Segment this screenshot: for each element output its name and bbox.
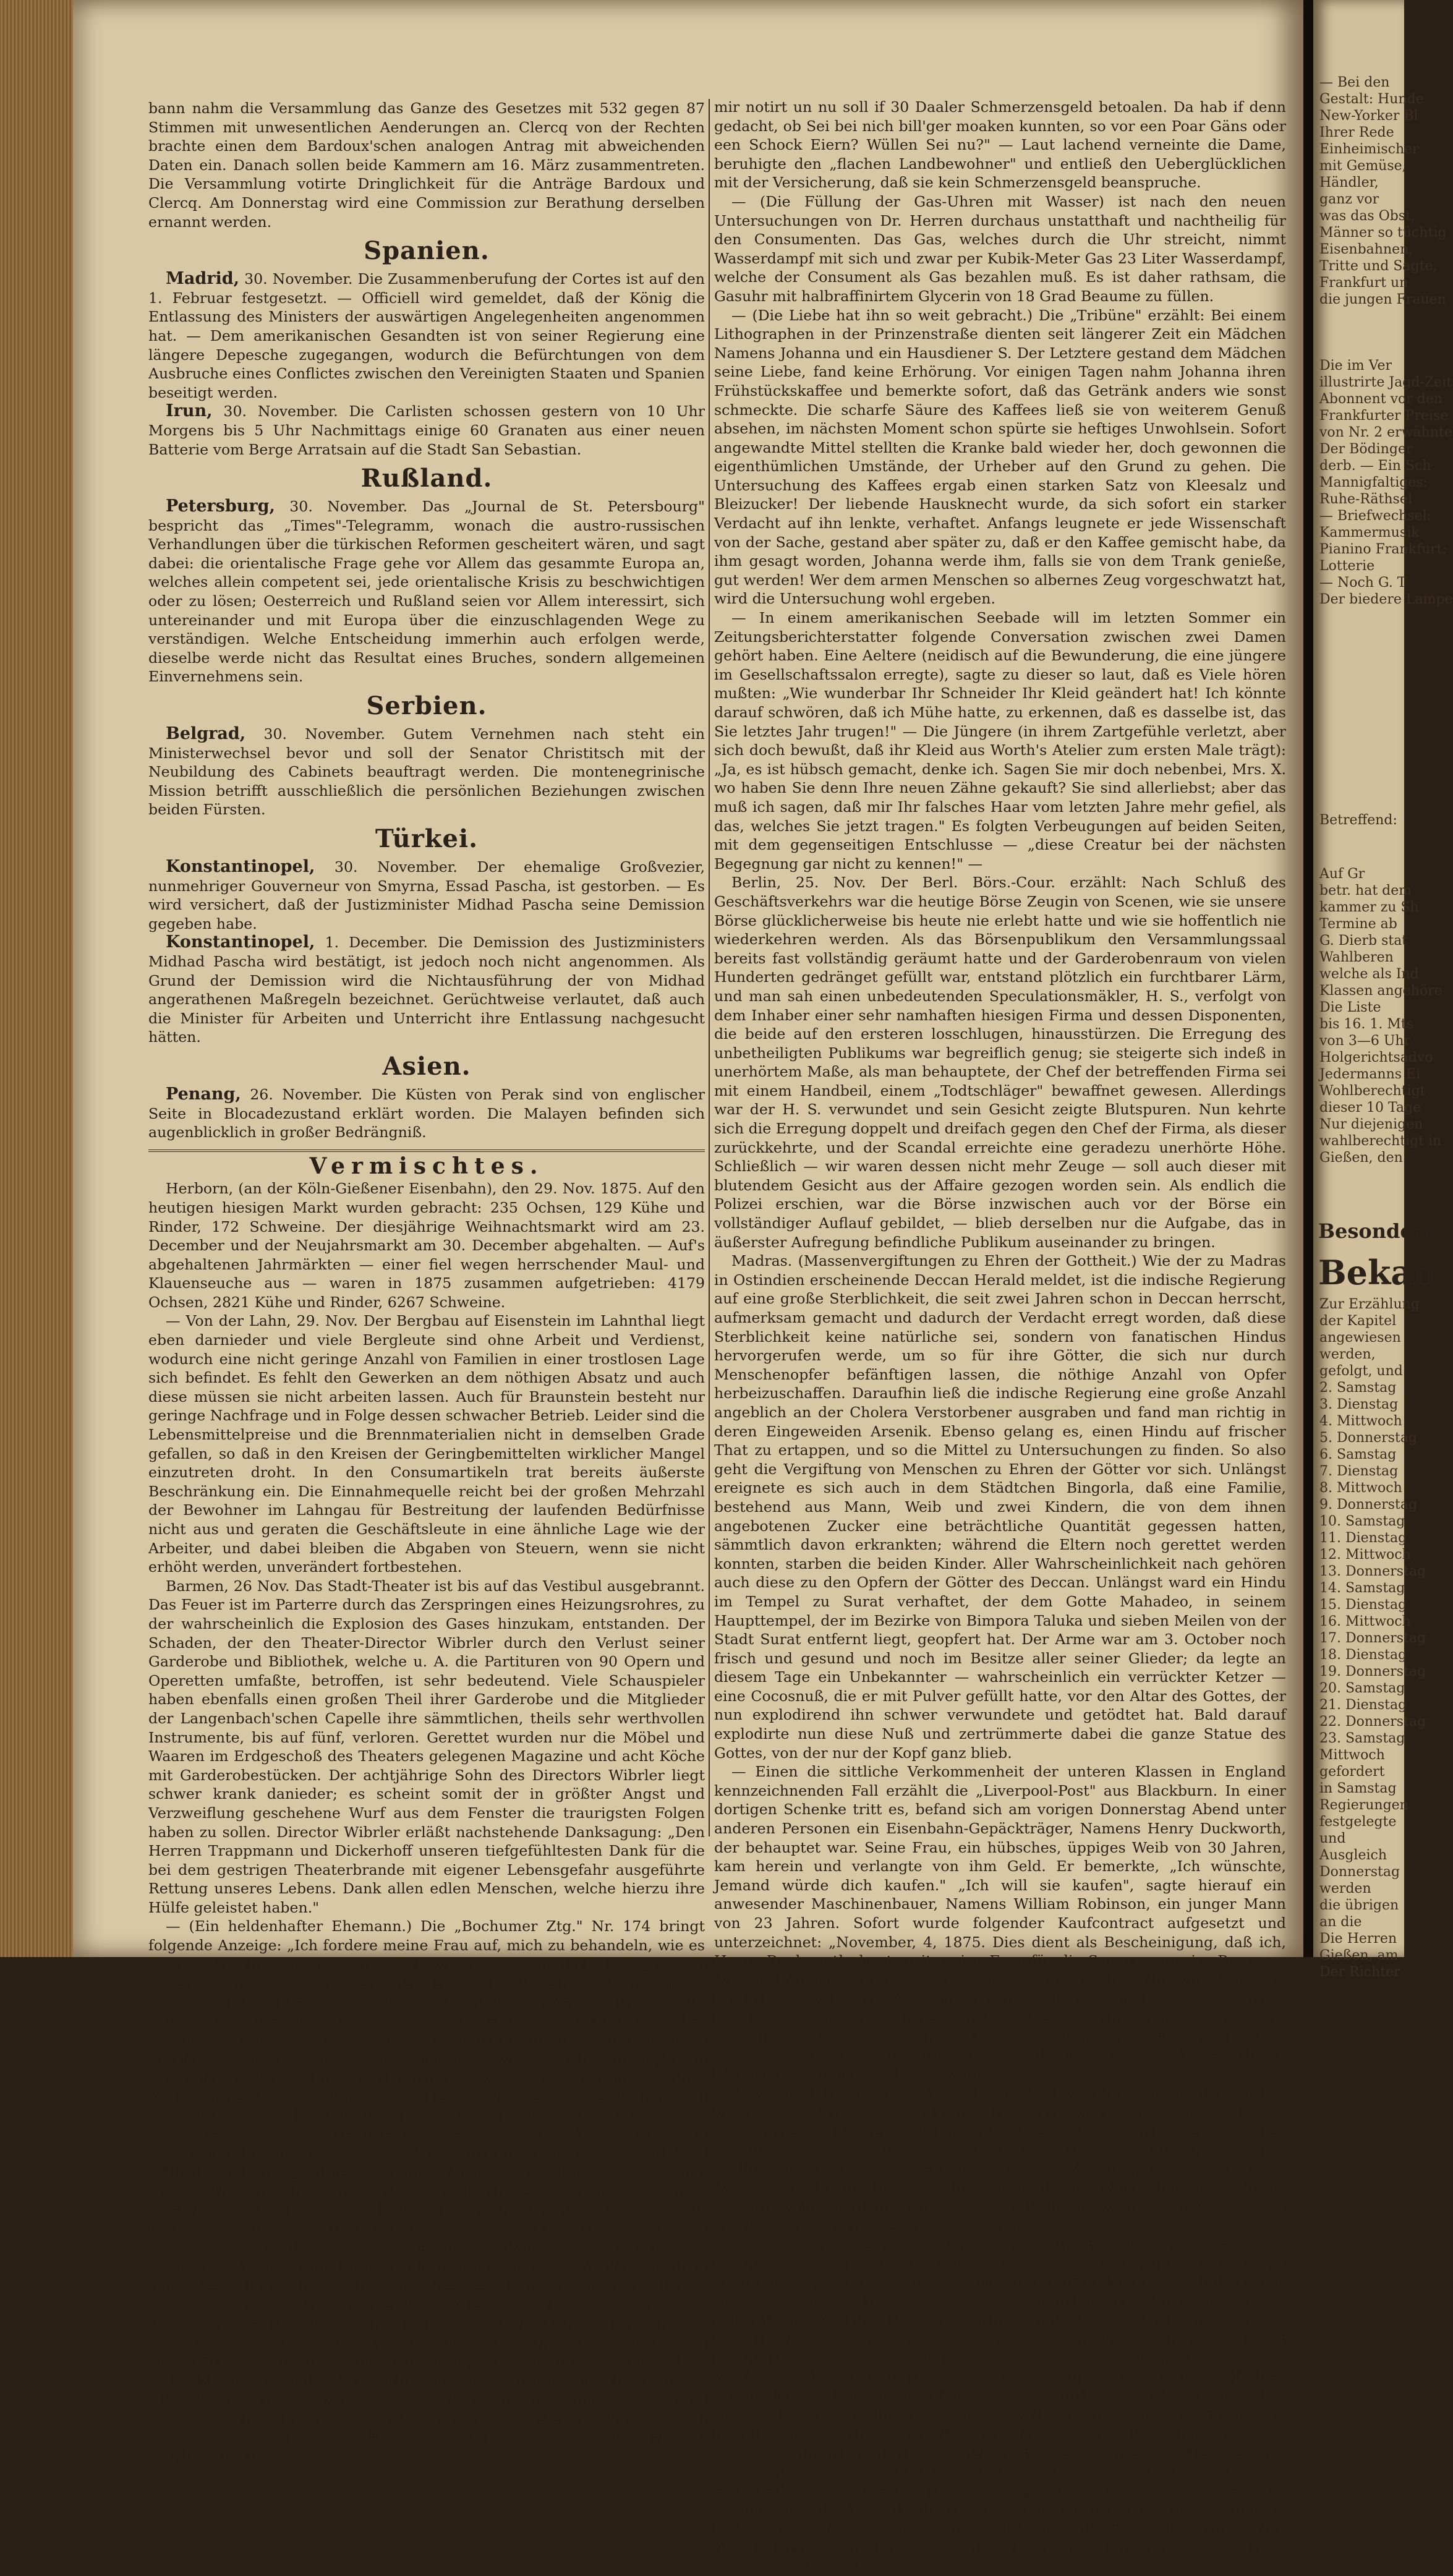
- heading-spain: Spanien.: [364, 236, 490, 266]
- article-petersburg: [148, 497, 705, 686]
- adjacent-line: Holgerichtsadvo: [1319, 1050, 1433, 1065]
- adjacent-line: von Nr. 2 erwähnte: [1319, 425, 1452, 440]
- adjacent-line: was das Obst,: [1319, 208, 1415, 224]
- article-konstantinopel-1: [148, 858, 705, 933]
- adjacent-line: angewiesen: [1319, 1330, 1401, 1346]
- adjacent-line: Donnerstag: [1319, 1864, 1400, 1880]
- adjacent-line: Ausgleich: [1319, 1848, 1387, 1863]
- adjacent-line: Händler,: [1319, 175, 1379, 190]
- adjacent-line: 21. Dienstag: [1319, 1697, 1407, 1713]
- adjacent-line: Ruhe-Räthsel: [1319, 492, 1412, 507]
- adjacent-line: Tritte und Sagte,: [1319, 258, 1438, 274]
- adjacent-line: Nur diejenigen: [1319, 1117, 1423, 1132]
- article-gas-uhren: — (Die Füllung der Gas-Uhren mit Wasser) ist nach den neuen Untersuchungen von Dr. Herren durchaus unstatthaft und nachtheilig für den Consumenten. Das Gas, welches durch die Uhr streicht, nimmt Wasserdampf mit sich und zwar per Kubik-Meter Gas 23 Liter Wasserdampf, welche der Consument als Gas bezahlen muß. Es ist daher rathsam, die Gasuhr mit halbraffinirtem Glycerin von 18 Grad Beaume zu füllen.: [714, 192, 1286, 305]
- adjacent-line: Ihrer Rede: [1319, 125, 1394, 140]
- article-bayern: — Aus Bayern, 25. Nov. Vor dem Stadtpfarrer in Passau legte ein Brautpaar das sog. Verspruch ab, und es wurde das Trauungs-Amt und der Trauungs-Tag bestimmt. Am Trauungs-Tage ertönte bereits auch die Orgel, als die Kunde erscholl, „das Trauungs-Amt findet nicht statt, die Trauung unterbleibt." Die Braut hatte gebeichtet und erklärt, daß sie nicht an das Unfehlbarkeits-Dogma glaube, wurde also nicht absolvirt und der Bräutigam, der dieselbe Erklärung abgab, wurde gar nicht mehr zur Beichte zugelassen. Der Bräutigam wendete sich nun an den altkatholischen Geistlichen und erhielt von demselben die Aufklärung, daß, wenn er den altkatholischen Geistlichen verfahren wolle, er auch in den Besitz des betreffenden Scheins hätte kommen können. Die Braut hat nun, wie verlautet, ihren Bräutigam mit dem Verlangen, ihm ein solches Zeugniß auszustellen, von dem Pfarrer trat, bekannt sich dieser einige Zeit und erklärte dann: „Ihm sei es ganz gleich, was der Bräutigam und seine Braut glauben; er überlasse das ihrem Gewissen, übrigens traue er sie, und es koste auch nichts." Und also geschah es, die Braut brauchte keine Absolution, der Bräutigam brauchte nicht zu beichten, sie wurden getraut, und es kostete nichts.: [714, 2236, 1286, 2575]
- text-konstantinopel-2: 1. December. Die Demission des Justizministers Midhad Pascha wird bestätigt, ist jedoch noch nicht angenommen. Als Grund der Demission wird die Nichtausführung der von Midhad angerathenen Maßregeln bezeichnet. Gerüchtweise verlautet, daß auch die Minister für Arbeiten und Unterricht ihre Entlassung nachgesucht hätten.: [148, 934, 705, 1046]
- text-penang: 26. November. Die Küsten von Perak sind von englischer Seite in Blocadezustand erklärt worden. Die Malayen befinden sich augenblicklich in großer Bedrängniß.: [148, 1085, 705, 1141]
- book-gutter: [1303, 0, 1313, 1957]
- heading-russia: Rußland.: [360, 464, 493, 493]
- article-barmen: Barmen, 26 Nov. Das Stadt-Theater ist bis auf das Vestibul ausgebrannt. Das Feuer ist im Parterre durch das Zerspringen eines Heizungsrohres, zu der wahrscheinlich die Explosion des Gases hinzukam, entstanden. Der Schaden, der den Theater-Director Wibrler durch den Verlust seiner Garderobe und Bibliothek, welche u. A. die Partituren von 90 Opern und Operetten umfaßte, betroffen, ist sehr bedeutend. Viele Schauspieler haben ebenfalls einen großen Theil ihrer Garderobe und die Mitglieder der Langenbach'schen Capelle ihre sämmtlichen, theils sehr werthvollen Instrumente, bis auf fünf, verloren. Gerettet wurden nur die Möbel und Waaren im Erdgeschoß des Theaters gelegenen Magazine und acht Köche mit Garderobestücken. Der achtjährige Sohn des Directors Wibrler liegt schwer krank danieder; es scheint somit der in größter Angst und Verzweiflung geschehene Wurf aus dem Fenster die traurigsten Folgen haben zu sollen. Director Wibrler erläßt nachstehende Danksagung: „Den Herren Trappmann und Dickerhoff unseren tiefgefühltesten Dank für die bei dem gestrigen Theaterbrande mit eigener Lebensgefahr ausgeführte Rettung unseres Lebens. Dank allen edlen Menschen, welche hierzu ihre Hülfe geleistet haben.": [148, 1577, 705, 1916]
- adjacent-heading-besondere: Besondere: [1318, 1219, 1436, 1243]
- article-herborn: Herborn, (an der Köln-Gießener Eisenbahn), den 29. Nov. 1875. Auf den heutigen hiesigen Markt wurden gebracht: 235 Ochsen, 129 Kühe und Rinder, 172 Schweine. Der diesjährige Weihnachtsmarkt wird am 23. December und der Neujahrsmarkt am 30. December abgehalten. — Auf's abgehaltenen Jahrmärkten — einer fiel wegen herrschender Maul- und Klauenseuche aus — waren in 1875 zusammen aufgetrieben: 4179 Ochsen, 2821 Kühe und Rinder, 6267 Schweine.: [148, 1180, 705, 1311]
- adjacent-line: dieser 10 Tage: [1319, 1100, 1421, 1115]
- adjacent-line: die übrigen: [1319, 1898, 1399, 1913]
- dateline-penang: Penang,: [166, 1084, 241, 1104]
- adjacent-line: 5. Donnerstag: [1319, 1430, 1418, 1446]
- adjacent-line: 15. Dienstag: [1319, 1597, 1407, 1613]
- adjacent-line: kammer zu Sh: [1319, 900, 1419, 915]
- adjacent-line: Auf Gr: [1319, 866, 1365, 882]
- article-liebe: — (Die Liebe hat ihn so weit gebracht.) Die „Tribüne" erzählt: Bei einem Lithographen in der Prinzenstraße dienten seit längerer Zeit ein Mädchen Namens Johanna und ein Hausdiener S. Der Letztere gestand dem Mädchen seine Liebe, fand keine Erhörung. Vor einigen Tagen nahm Johanna ihren Frühstückskaffee und bemerkte sofort, daß das Getränk anders wie sonst schmeckte. Die scharfe Säure des Kaffees ließ sie von weiterem Genuß absehen, im nächsten Moment schon spürte sie heftiges Unwohlsein. Sofort angewandte Mittel stellten die Kranke bald wieder her, doch gewonnen die eigenthümlichen Umstände, der Urheber auf den Grund zu gehen. Die Untersuchung des Kaffees ergab einen starken Satz von Kleesalz und Bleizucker! Der liebende Hausknecht wurde, da sich sofort ein starker Verdacht auf ihn lenkte, verhaftet. Anfangs leugnete er jede Wissenschaft von der Sache, gestand aber später zu, daß er den Kaffee gemischt habe, da ihm gesagt worden, Johanna werde ihm, falls sie von dem Trank genieße, gut werden! Wer dem armen Menschen so albernes Zeug vorgeschwatzt hat, wird die Untersuchung wohl ergeben.: [714, 306, 1286, 608]
- adjacent-line: Gießen, am: [1319, 1948, 1399, 1963]
- adjacent-line: 3. Dienstag: [1319, 1397, 1399, 1412]
- adjacent-line: Gießen, den: [1319, 1150, 1403, 1166]
- adjacent-line: 12. Mittwoch: [1319, 1547, 1411, 1563]
- article-penang: [148, 1085, 705, 1142]
- adjacent-lower-lines: [1313, 866, 1442, 1166]
- article-berlin-boerse: Berlin, 25. Nov. Der Berl. Börs.-Cour. erzählt: Nach Schluß des Geschäftsverkehrs war die heutige Börse Zeugin von Scenen, wie sie unsere Börse glücklicherweise bis heute nie erlebt hatte und wie sie hoffentlich nie wiederkehren werden. Als das Börsenpublikum den Versammlungssaal bereits fast vollständig geräumt hatte und der Garderobenraum von vielen Hunderten gedränget gefüllt war, entstand plötzlich ein furchtbarer Lärm, und man sah einen unbedeutenden Speculationsmäkler, H. S., verfolgt von dem Inhaber einer sehr namhaften hiesigen Firma und dessen Disponenten, die beide auf den ersteren losschlugen, hinausstürzen. Die Erregung des unbetheiligten Publikums war begreiflich genug; sie steigerte sich indeß in unerhörtem Maße, als man behauptete, der Chef der betreffenden Firma sei mit einem Handbeil, einem „Todtschläger" bewaffnet gewesen. Allerdings war der H. S. verwundet und sein Gesicht zeigte Blutspuren. Nun kehrte sich die Erregung doppelt und dreifach gegen den Chef der Firma, als dieser zurückkehrte, und der Scandal erreichte eine geradezu unerhörte Höhe. Schließlich — wir waren dessen nicht mehr Zeuge — soll auch dieser mit blutendem Gesicht aus der Affaire gezogen worden sein. Als endlich die Polizei erschien, war die Börse inzwischen auch vor der Börse ein vollständiger Auflauf gebildet, — blieb derselben nur die Aufgabe, das in äußerster Aufregung befindliche Publikum auseinander zu bringen.: [714, 874, 1286, 1251]
- adjacent-heading-bekan: Bekan: [1318, 1253, 1437, 1292]
- adjacent-mid-lines: [1313, 357, 1453, 608]
- column-divider: [709, 99, 710, 1836]
- adjacent-line: Wahlberen: [1319, 950, 1394, 965]
- adjacent-line: 8. Mittwoch: [1319, 1480, 1402, 1496]
- adjacent-line: 20. Samstag: [1319, 1681, 1405, 1696]
- adjacent-line: von 3—6 Uhr: [1319, 1033, 1411, 1049]
- right-column: [714, 98, 1286, 2575]
- adjacent-bottom-lines: [1313, 1296, 1426, 1981]
- adjacent-line: gefordert: [1319, 1764, 1385, 1780]
- adjacent-line: in Samstag: [1319, 1781, 1397, 1796]
- adjacent-line: Zur Erzählung: [1319, 1297, 1420, 1312]
- adjacent-line: betr. hat dem: [1319, 883, 1412, 898]
- heading-turkey: Türkei.: [375, 824, 479, 853]
- adjacent-line: Frankfurter Preise: [1319, 408, 1449, 424]
- adjacent-line: Der biedere Lampe: [1319, 592, 1453, 607]
- adjacent-line: Die Liste: [1319, 1000, 1381, 1015]
- adjacent-line: 2. Samstag: [1319, 1380, 1397, 1396]
- adjacent-line: an die: [1319, 1914, 1362, 1930]
- dateline-belgrad: Belgrad,: [166, 724, 246, 744]
- dateline-madrid: Madrid,: [166, 269, 240, 289]
- adjacent-line: 11. Dienstag: [1319, 1530, 1407, 1546]
- adjacent-line: Die Herren: [1319, 1931, 1397, 1947]
- adjacent-line: bis 16. 1. Mts: [1319, 1017, 1414, 1032]
- adjacent-line: Termine ab: [1319, 916, 1397, 932]
- book-edge: [0, 0, 73, 1957]
- adjacent-line: 4. Mittwoch: [1319, 1414, 1402, 1429]
- adjacent-line: Einheimischer: [1319, 142, 1419, 157]
- adjacent-line: G. Dierb stat: [1319, 933, 1408, 949]
- adjacent-line: 18. Dienstag: [1319, 1647, 1407, 1663]
- adjacent-line: werden,: [1319, 1347, 1376, 1362]
- adjacent-line: werden: [1319, 1881, 1371, 1896]
- text-madrid: 30. November. Die Zusammenberufung der Cortes ist auf den 1. Februar festgesetzt. — Officiell wird gemeldet, daß der König die Entlassung des Ministers der auswärtigen Angelegenheiten angenommen hat. — Dem amerikanischen Gesandten ist von seiner Regierung eine längere Depesche zugegangen, wodurch die Befürchtungen von dem Ausbruche eines Conflictes zwischen den Vereinigten Staaten und Spanien beseitigt werden.: [148, 270, 705, 401]
- heading-miscellaneous: Vermischtes.: [148, 1149, 705, 1176]
- adjacent-line: New-Yorker Bl: [1319, 108, 1418, 124]
- text-konstantinopel-1: 30. November. Der ehemalige Großvezier, nunmehriger Gouverneur von Smyrna, Essad Pascha, ist gestorben. — Es wird versichert, daß der Justizminister Midhad Pascha seine Demission gegeben habe.: [148, 858, 705, 932]
- adjacent-line: mit Gemüse,: [1319, 158, 1407, 174]
- article-franzoesin: — Eine junge Französin, welche erst seit kurzer Zeit in Berlin weilt, hatte vor wenigen Tagen das Unglück, an der Ecke der Linden und der Charlottenstraße von einem vierschrötigen Kerl derartig angerannt zu werden, daß sie zu Boden stürzte, von dem schweren Fall besinnungslos in eines der nächsten Häuser getragen und von dort per Wagen in ihre Wohnung geschafft werden mußte. Hier erholte sie sich ziemlich schnell und saß hatte sie ihres Unfalls schon vergessen, als sie in einer über aus originellen Weise daran erinnert wurde. Bei ihr erschien nämlich ein Bauer, bäuerlich in des Wortes vollster Bedeutung, eine Gans in der Hand haltend. Die Dame glaubte, der Bauer sei mit einer bestellten Gans in eine falsche Thür gerathen und suchte aus ihm herauszubringen, wohin er eigentlich wolle. Doch der biedere Landmann fragte, ohne sich auf Weiteres einzulassen: „Wüllen Sei eine Gans?" — „Lieber Mann, Sie sind im Irrthum, ich habe keine Gans bestellt." — „Wüllen Sei twei Gäns?" — „Nein, ich kann davon keinen Gebrauch machen." — „Wüllen Sei drei Gäns?" — „Aber, ich sage Ihnen doch —" — „Denn wüllen Sei woll veer Gäns?" — „Nein, tausendmal nein!" — „Aber fief, fechs, feiwen Gäns!" — „Verstehen Sie mich denn nicht, ich habe nichts bestellt und kann nichts brauchen." — „Sei?" — Die Dame war der Verzweiflung nahe, ihr kamen die Thränen in die Augen. Noch einmal sagte sie in fantiestem Tone: „Aber lieber Mann, ich habe doch nichts bestellt; Sie müssen sich irren." — „Bestellt hebben Sei nix, dat is wohr, aber if irr mir of nich. Kennen Sei mir denn nich? If bin ja der, der Ihnen neulich umgeteinnen hät." — „Ach so? Aber was wollen Sie denn heut von mir?" — „Ja feihn der Sei, Schulmann hat: [148, 1993, 705, 2465]
- adjacent-line: 17. Donnerstag: [1319, 1631, 1426, 1646]
- left-column: [148, 99, 705, 2465]
- adjacent-line: 10. Samstag: [1319, 1514, 1405, 1529]
- adjacent-page: [1313, 0, 1453, 1980]
- adjacent-line: Pianino Frankfurt:: [1319, 542, 1447, 557]
- adjacent-line: wahlberechtigt in: [1319, 1133, 1442, 1149]
- article-belgrad: [148, 725, 705, 819]
- adjacent-line: Der Richter: [1319, 1964, 1400, 1980]
- dateline-irun: Irun,: [166, 401, 213, 421]
- adjacent-line: — Noch G. T: [1319, 575, 1407, 591]
- article-madrid: [148, 270, 705, 402]
- adjacent-betreffend: Betreffend:: [1319, 812, 1397, 828]
- article-blackburn: — Einen die sittliche Verkommenheit der unteren Klassen in England kennzeichnenden Fall erzählt die „Liverpool-Post" aus Blackburn. In einer dortigen Schenke tritt es, befand sich am vorigen Donnerstag Abend unter anderen Personen ein Eisenbahn-Gepäckträger, Namens Henry Duckworth, der behauptet war. Seine Frau, ein hübsches, üppiges Weib von 30 Jahren, kam herein und verlangte von ihm Geld. Er bemerkte, „Ich wünschte, Jemand würde dich kaufen." „Ich will sie kaufen", sagte hierauf ein anwesender Maschinenbauer, Namens William Robinson, ein junger Mann von 23 Jahren. Sofort wurde folgender Kaufcontract aufgesetzt und unterzeichnet: „November, 4, 1875. Dies dient als Bescheinigung, daß ich, Henry Duckworth, heute mit meine Frau für die Summe von vier Pence an William Robinson verkaufe." Der Käufer der Frau bestellte zur Feier des Ereignisses zwei Quart Ale. Später gingen Robinson und die Frau zusammen nach Hause und am folgenden Sonnabend Nachmittag trafen sie in derselben Schenke wieder mit Duckworth zusammen, welcher bemerkte, daß er mit dem Verkauf zufrieden sei, während die Frau erklärte, daß sie Robinson nicht mehr verlassen wolle.: [714, 1763, 1286, 2083]
- text-belgrad: 30. November. Gutem Vernehmen nach steht ein Ministerwechsel bevor und soll der Senator Christitsch mit der Neubildung des Cabinets beauftragt werden. Die montenegrinische Mission betrifft ausschließlich die persönlichen Beziehungen zwischen beiden Fürsten.: [148, 725, 705, 819]
- adjacent-line: illustrirte Jagd-Zeit: [1319, 375, 1452, 390]
- adjacent-line: — Briefwechsel:: [1319, 508, 1431, 524]
- text-irun: 30. November. Die Carlisten schossen gestern von 10 Uhr Morgens bis 5 Uhr Nachmittags einige 60 Granaten aus einer neuen Batterie vom Berge Arratsain auf die Stadt San Sebastian.: [148, 403, 705, 458]
- heading-serbia: Serbien.: [366, 691, 487, 721]
- adjacent-line: Regierungen: [1319, 1798, 1408, 1813]
- adjacent-line: 13. Donnerstag: [1319, 1564, 1426, 1579]
- adjacent-line: Klassen angehöre: [1319, 983, 1442, 999]
- adjacent-line: Wohlberechtigt: [1319, 1083, 1426, 1099]
- adjacent-line: gefolgt, und: [1319, 1363, 1403, 1379]
- adjacent-line: Der Bödinger: [1319, 441, 1413, 457]
- adjacent-top-lines: [1313, 74, 1447, 308]
- dateline-konstantinopel-2: Konstantinopel,: [166, 932, 315, 952]
- adjacent-line: 7. Dienstag: [1319, 1464, 1399, 1479]
- adjacent-line: 19. Donnerstag: [1319, 1664, 1426, 1679]
- adjacent-line: 23. Samstag: [1319, 1731, 1405, 1746]
- adjacent-line: — Bei den: [1319, 75, 1390, 90]
- adjacent-line: 6. Samstag: [1319, 1447, 1397, 1462]
- article-seebad: — In einem amerikanischen Seebade will im letzten Sommer ein Zeitungsberichterstatter folgende Conversation zwischen zwei Damen gehört haben. Eine Aeltere (neidisch auf die Bewunderung, die eine jüngere im Gesellschaftssalon erregte), sagte zu dieser so laut, daß es Viele hören mußten: „Wie wunderbar Ihr Schneider Ihr Kleid geändert hat! Ich könnte darauf schwören, daß ich Mühe hatte, zu erkennen, daß es dasselbe ist, das Sie letztes Jahr trugen!" — Die Jüngere (in ihrem Zartgefühle verletzt, aber sich doch bewußt, daß ihr Kleid aus Worth's Atelier zum ersten Male trägt): „Ja, es ist hübsch gemacht, denke ich. Sagen Sie mir doch nebenbei, Mrs. X. wo haben Sie denn Ihre neuen Zähne gekauft? Sie sind allerliebst; aber das muß ich sagen, daß mir Ihr falsches Haar vom letzten Jahre mehr gefiel, als das, welches Sie jetzt tragen." Es folgten Verbeugungen auf beiden Seiten, mit dem gegenseitigen Entschlusse — „diese Creatur bei der nächsten Begegnung gar nicht zu kennen!" —: [714, 609, 1286, 872]
- adjacent-line: 22. Donnerstag: [1319, 1714, 1426, 1729]
- adjacent-line: festgelegte: [1319, 1814, 1397, 1830]
- article-new-york: New-York. (Louise trinkt Wasser!) Der Besitzer eines Kramladens in den Vereinigten Staaten, dessen Frau sich dem Trunke ergeben hatte, verfiel auf das originelle Mittel, einen Papagei abrichten zu lassen und in seinem Laden aufzuhängen. Jedesmal, wenn die Frau wieder heimlich Einen genehmigen wollte, ertönte mit schnarrender Stimme der Warnungsruf: „Louise trinkt Wasser!" Die Frau, Anfangs sehr erzürnt über den Vogel, hat sich allmälig daran gewöhnt und soll nun, Dank der Hülfe des warnenden Zurufes, der gefährlichen Leidenschaft ganz entsagen.: [714, 2084, 1286, 2235]
- adjacent-line: Die im Ver: [1319, 358, 1392, 373]
- adjacent-line: Lotterie: [1319, 558, 1375, 574]
- adjacent-line: derb. — Ein Sch: [1319, 458, 1431, 474]
- adjacent-line: welche als Ind: [1319, 966, 1419, 982]
- adjacent-line: der Kapitel: [1319, 1313, 1397, 1329]
- article-konstantinopel-2: [148, 933, 705, 1047]
- adjacent-line: Gestalt: Hunde: [1319, 92, 1424, 107]
- article-ehemann: — (Ein heldenhafter Ehemann.) Die „Bochumer Ztg." Nr. 174 bringt folgende Anzeige: „Ich fordere meine Frau auf, mich zu behandeln, wie es einem Menschen zukommt, oder ich werde sie gerichtlich belangen. Ich lasse mich nicht durchwichsen, oder der Kukuk soll sie holen. Carl Böß.": [148, 1917, 705, 1992]
- dateline-petersburg: Petersburg,: [166, 497, 275, 516]
- adjacent-line: 16. Mittwoch: [1319, 1614, 1411, 1629]
- adjacent-line: 9. Donnerstag: [1319, 1497, 1418, 1512]
- text-petersburg: 30. November. Das „Journal de St. Petersbourg" bespricht das „Times"-Telegramm, wonach die austro-russischen Verhandlungen über die türkischen Reformen gescheitert wären, und sagt dabei: die orientalische Frage gehe vor Allem das gesammte Europa an, welches allein competent sei, jede orientalische Krisis zu beschwichtigen oder zu lösen; Oesterreich und Rußland seien vor Allem interessirt, sich untereinander und mit Europa über die einzuschlagenden Wege zu verständigen. Welche Entscheidung immerhin auch erfolgen werde, dieselbe werde nicht das Resultat eines Bruches, sondern allgemeinen Einvernehmens sein.: [148, 498, 705, 686]
- article-irun: [148, 402, 705, 459]
- adjacent-line: Jedermanns Ei: [1319, 1067, 1421, 1082]
- adjacent-line: ganz vor: [1319, 192, 1379, 207]
- adjacent-line: Eisenbahnen,: [1319, 242, 1413, 257]
- adjacent-line: die jungen Frauen: [1319, 292, 1446, 307]
- article-madras: Madras. (Massenvergiftungen zu Ehren der Gottheit.) Wie der zu Madras in Ostindien erscheinende Deccan Herald meldet, ist die indische Regierung auf eine große Sterblichkeit, die seit zwei Jahren schon in Deccan herrscht, aufmerksam gemacht und dadurch der Verdacht erregt worden, daß diese Sterblichkeit keine natürliche sei, sondern von fanatischen Hindus hervorgerufen werde, um so für ihre Götter, die sich nur durch Menschenopfer befänftigen lassen, die nöthige Anzahl von Opfer herbeizuschaffen. Daraufhin ließ die indische Regierung eine große Anzahl angeblich an der Cholera Verstorbener ausgraben und fand man richtig in deren Eingeweiden Arsenik. Ebenso gelang es, einen Hindu auf frischer That zu ertappen, und so die Mittel zu Untersuchungen zu finden. So also geht die Vergiftung von Menschen zu Ehren der Götter vor sich. Unlängst ereignete es sich auch in dem Städtchen Bingorla, daß eine Familie, bestehend aus Mann, Weib und zwei Kindern, die von dem ihnen angebotenen Zucker eine beträchtliche Quantität gegessen hatten, sämmtlich davon erkrankten; während die Eltern noch gerettet werden konnten, starben die beiden Kinder. Aller Wahrscheinlichkeit nach gehören auch diese zu den Opfern der Götter des Deccan. Unlängst ward ein Hindu im Tempel zu Surat verhaftet, der dem Gotte Mahadeo, in seinem Haupttempel, der im Bezirke von Bimpora Taluka und sieben Meilen von der Stadt Surat entfernt liegt, geopfert hat. Der Arme war am 3. October noch frisch und gesund und noch im Besitze aller seiner Glieder; da legte an diesem Tage ein Unbekannter — wahrscheinlich ein verrückter Ketzer — eine Cocosnuß, die er mit Pulver gefüllt hatte, vor den Altar des Gottes, der nun explodirend ihn schwer verwundete und getödtet hat. Bald darauf explodirte nun diese Nuß und zertrümmerte dabei die ganze Statue des Gottes, von der nur der Kopf ganz blieb.: [714, 1252, 1286, 1762]
- adjacent-line: 14. Samstag: [1319, 1580, 1405, 1596]
- article-intro: bann nahm die Versammlung das Ganze des Gesetzes mit 532 gegen 87 Stimmen mit unwesentlichen Aenderungen an. Clercq von der Rechten brachte einen dem Bardoux'schen analogen Antrag mit abweichenden Daten ein. Danach sollen beide Kammern am 16. März zusammentreten. Die Versammlung votirte Dringlichkeit für die Anträge Bardoux und Clercq. Am Donnerstag wird eine Commission zur Berathung derselben ernannt werden.: [148, 100, 705, 231]
- heading-asia: Asien.: [382, 1051, 471, 1081]
- article-lahn: — Von der Lahn, 29. Nov. Der Bergbau auf Eisenstein im Lahnthal liegt eben darnieder und viele Bergleute sind ohne Arbeit und Verdienst, wodurch eine nicht geringe Anzahl von Familien in einer trostlosen Lage sich befindet. Es fehlt den Gewerken an dem nöthigen Absatz und auch diese müssen sie nicht arbeiten lassen. Auch für Braunstein besteht nur geringe Nachfrage und in Folge dessen schwacher Betrieb. Leider sind die Lebensmittelpreise und die Brennmaterialien nicht in demselben Grade gefallen, so daß in den Kreisen der Geringbemittelten wirklicher Mangel einzutreten droht. In den Consumartikeln trat bereits äußerste Beschränkung ein. Die Einnahmequelle reicht bei der großen Mehrzahl der Bewohner im Lahngau für Bestreitung der laufenden Bedürfnisse nicht aus und geraten die Geschäftsleute in eine ähnliche Lage wie der Arbeiter, und dabei bleiben die Abgaben von Steuern, wenn sie nicht erhöht werden, unverändert fortbestehen.: [148, 1312, 705, 1576]
- adjacent-line: Mannigfaltiges:: [1319, 475, 1428, 490]
- adjacent-line: Frankfurt un: [1319, 275, 1408, 291]
- adjacent-line: Männer so tüchtig: [1319, 225, 1447, 241]
- adjacent-line: Abonnent vor den: [1319, 391, 1443, 407]
- article-schmerzensgeld: mir notirt un nu soll if 30 Daaler Schmerzensgeld betoalen. Da hab if denn gedacht, ob Sei bei nich bill'ger moaken kunnten, so vor een Poar Gäns oder een Schock Eiern? Wüllen Sei nu?" — Laut lachend verneinte die Dame, beruhigte den „flachen Landbewohner" und entließ den Ueberglücklichen mit der Versicherung, daß sie kein Schmerzensgeld beanspruche.: [714, 98, 1286, 192]
- adjacent-line: und: [1319, 1831, 1346, 1846]
- dateline-konstantinopel-1: Konstantinopel,: [166, 857, 315, 876]
- adjacent-line: Mittwoch: [1319, 1747, 1385, 1763]
- adjacent-line: Kammermusik: [1319, 525, 1420, 540]
